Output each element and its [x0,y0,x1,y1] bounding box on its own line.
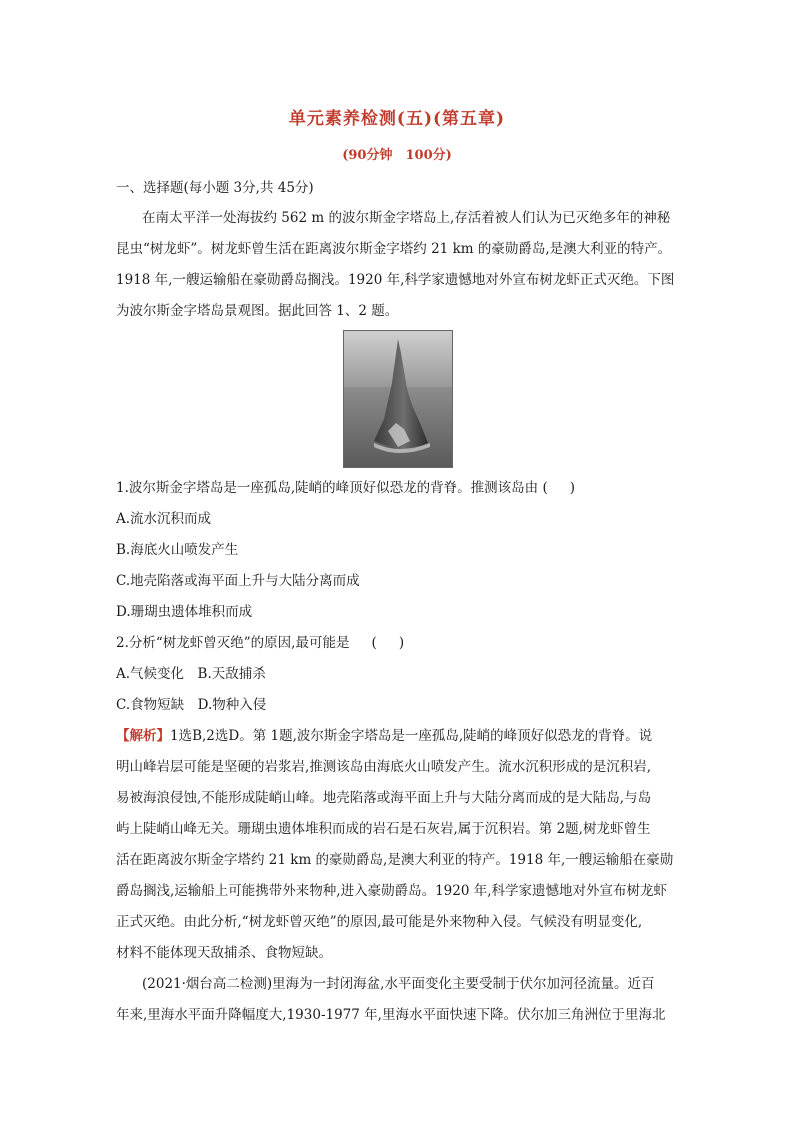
analysis-line [116,726,686,746]
section-heading: 一、选择题(每小题 3分,共 45分) [116,180,314,196]
question-1-option-c[interactable]: C.地壳陷落或海平面上升与大陆分离而成 [116,573,360,589]
question-2-options-row-2[interactable]: C.食物短缺 D.物种入侵 [116,697,267,713]
analysis-line: 爵岛搁浅,运输船上可能携带外来物种,进入豪勋爵岛。1920 年,科学家遗憾地对外宣布树龙虾 [116,883,668,899]
question-2-stem: 2.分析“树龙虾曾灭绝”的原因,最可能是 ( ) [116,635,405,651]
island-photo-illustration [344,331,452,467]
analysis-text: 1选B,2选D。第 1题,波尔斯金字塔岛是一座孤岛,陡峭的峰顶好似恐龙的背脊。说 [170,728,653,744]
passage-line: (2021·烟台高二检测)里海为一封闭海盆,水平面变化主要受制于伏尔加河径流量。近百 [142,976,655,992]
question-2-options-row-1[interactable]: A.气候变化 B.天敌捕杀 [116,666,266,682]
question-1-option-d[interactable]: D.珊瑚虫遗体堆积而成 [116,604,253,620]
question-1-stem: 1.波尔斯金字塔岛是一座孤岛,陡峭的峰顶好似恐龙的背脊。推测该岛由 ( ) [116,480,576,496]
analysis-line: 屿上陡峭山峰无关。珊瑚虫遗体堆积而成的岩石是石灰岩,属于沉积岩。第 2题,树龙虾曾生 [116,821,651,837]
question-1-option-a[interactable]: A.流水沉积而成 [116,511,212,527]
passage-line: 昆虫“树龙虾”。树龙虾曾生活在距离波尔斯金字塔约 21 km 的豪勋爵岛,是澳大利亚的特产。 [116,241,672,257]
passage-line: 1918 年,一艘运输船在豪勋爵岛搁浅。1920 年,科学家遗憾地对外宣布树龙虾正式灭绝。下图 [116,272,675,288]
page-title: 单元素养检测(五)(第五章) [288,109,506,129]
analysis-line: 易被海浪侵蚀,不能形成陡峭山峰。地壳陷落或海平面上升与大陆分离而成的是大陆岛,与岛 [116,790,652,806]
passage-line: 年来,里海水平面升降幅度大,1930-1977 年,里海水平面快速下降。伏尔加三角洲位于里海北 [116,1007,666,1023]
analysis-tag: 【解析】 [116,728,170,744]
island-photo [343,330,453,468]
analysis-line: 明山峰岩层可能是坚硬的岩浆岩,推测该岛由海底火山喷发产生。流水沉积形成的是沉积岩, [116,759,652,775]
passage-line: 在南太平洋一处海拔约 562 m 的波尔斯金字塔岛上,存活着被人们认为已灭绝多年的神秘 [142,210,671,226]
exam-duration-score: (90分钟 100分) [342,148,452,163]
analysis-line: 活在距离波尔斯金字塔约 21 km 的豪勋爵岛,是澳大利亚的特产。1918 年,一艘运输船在豪勋 [116,852,674,868]
analysis-line: 材料不能体现天敌捕杀、食物短缺。 [116,945,332,961]
analysis-line: 正式灭绝。由此分析,“树龙虾曾灭绝”的原因,最可能是外来物种入侵。气候没有明显变化, [116,914,643,930]
passage-line: 为波尔斯金字塔岛景观图。据此回答 1、2 题。 [116,303,399,319]
question-1-option-b[interactable]: B.海底火山喷发产生 [116,542,239,558]
